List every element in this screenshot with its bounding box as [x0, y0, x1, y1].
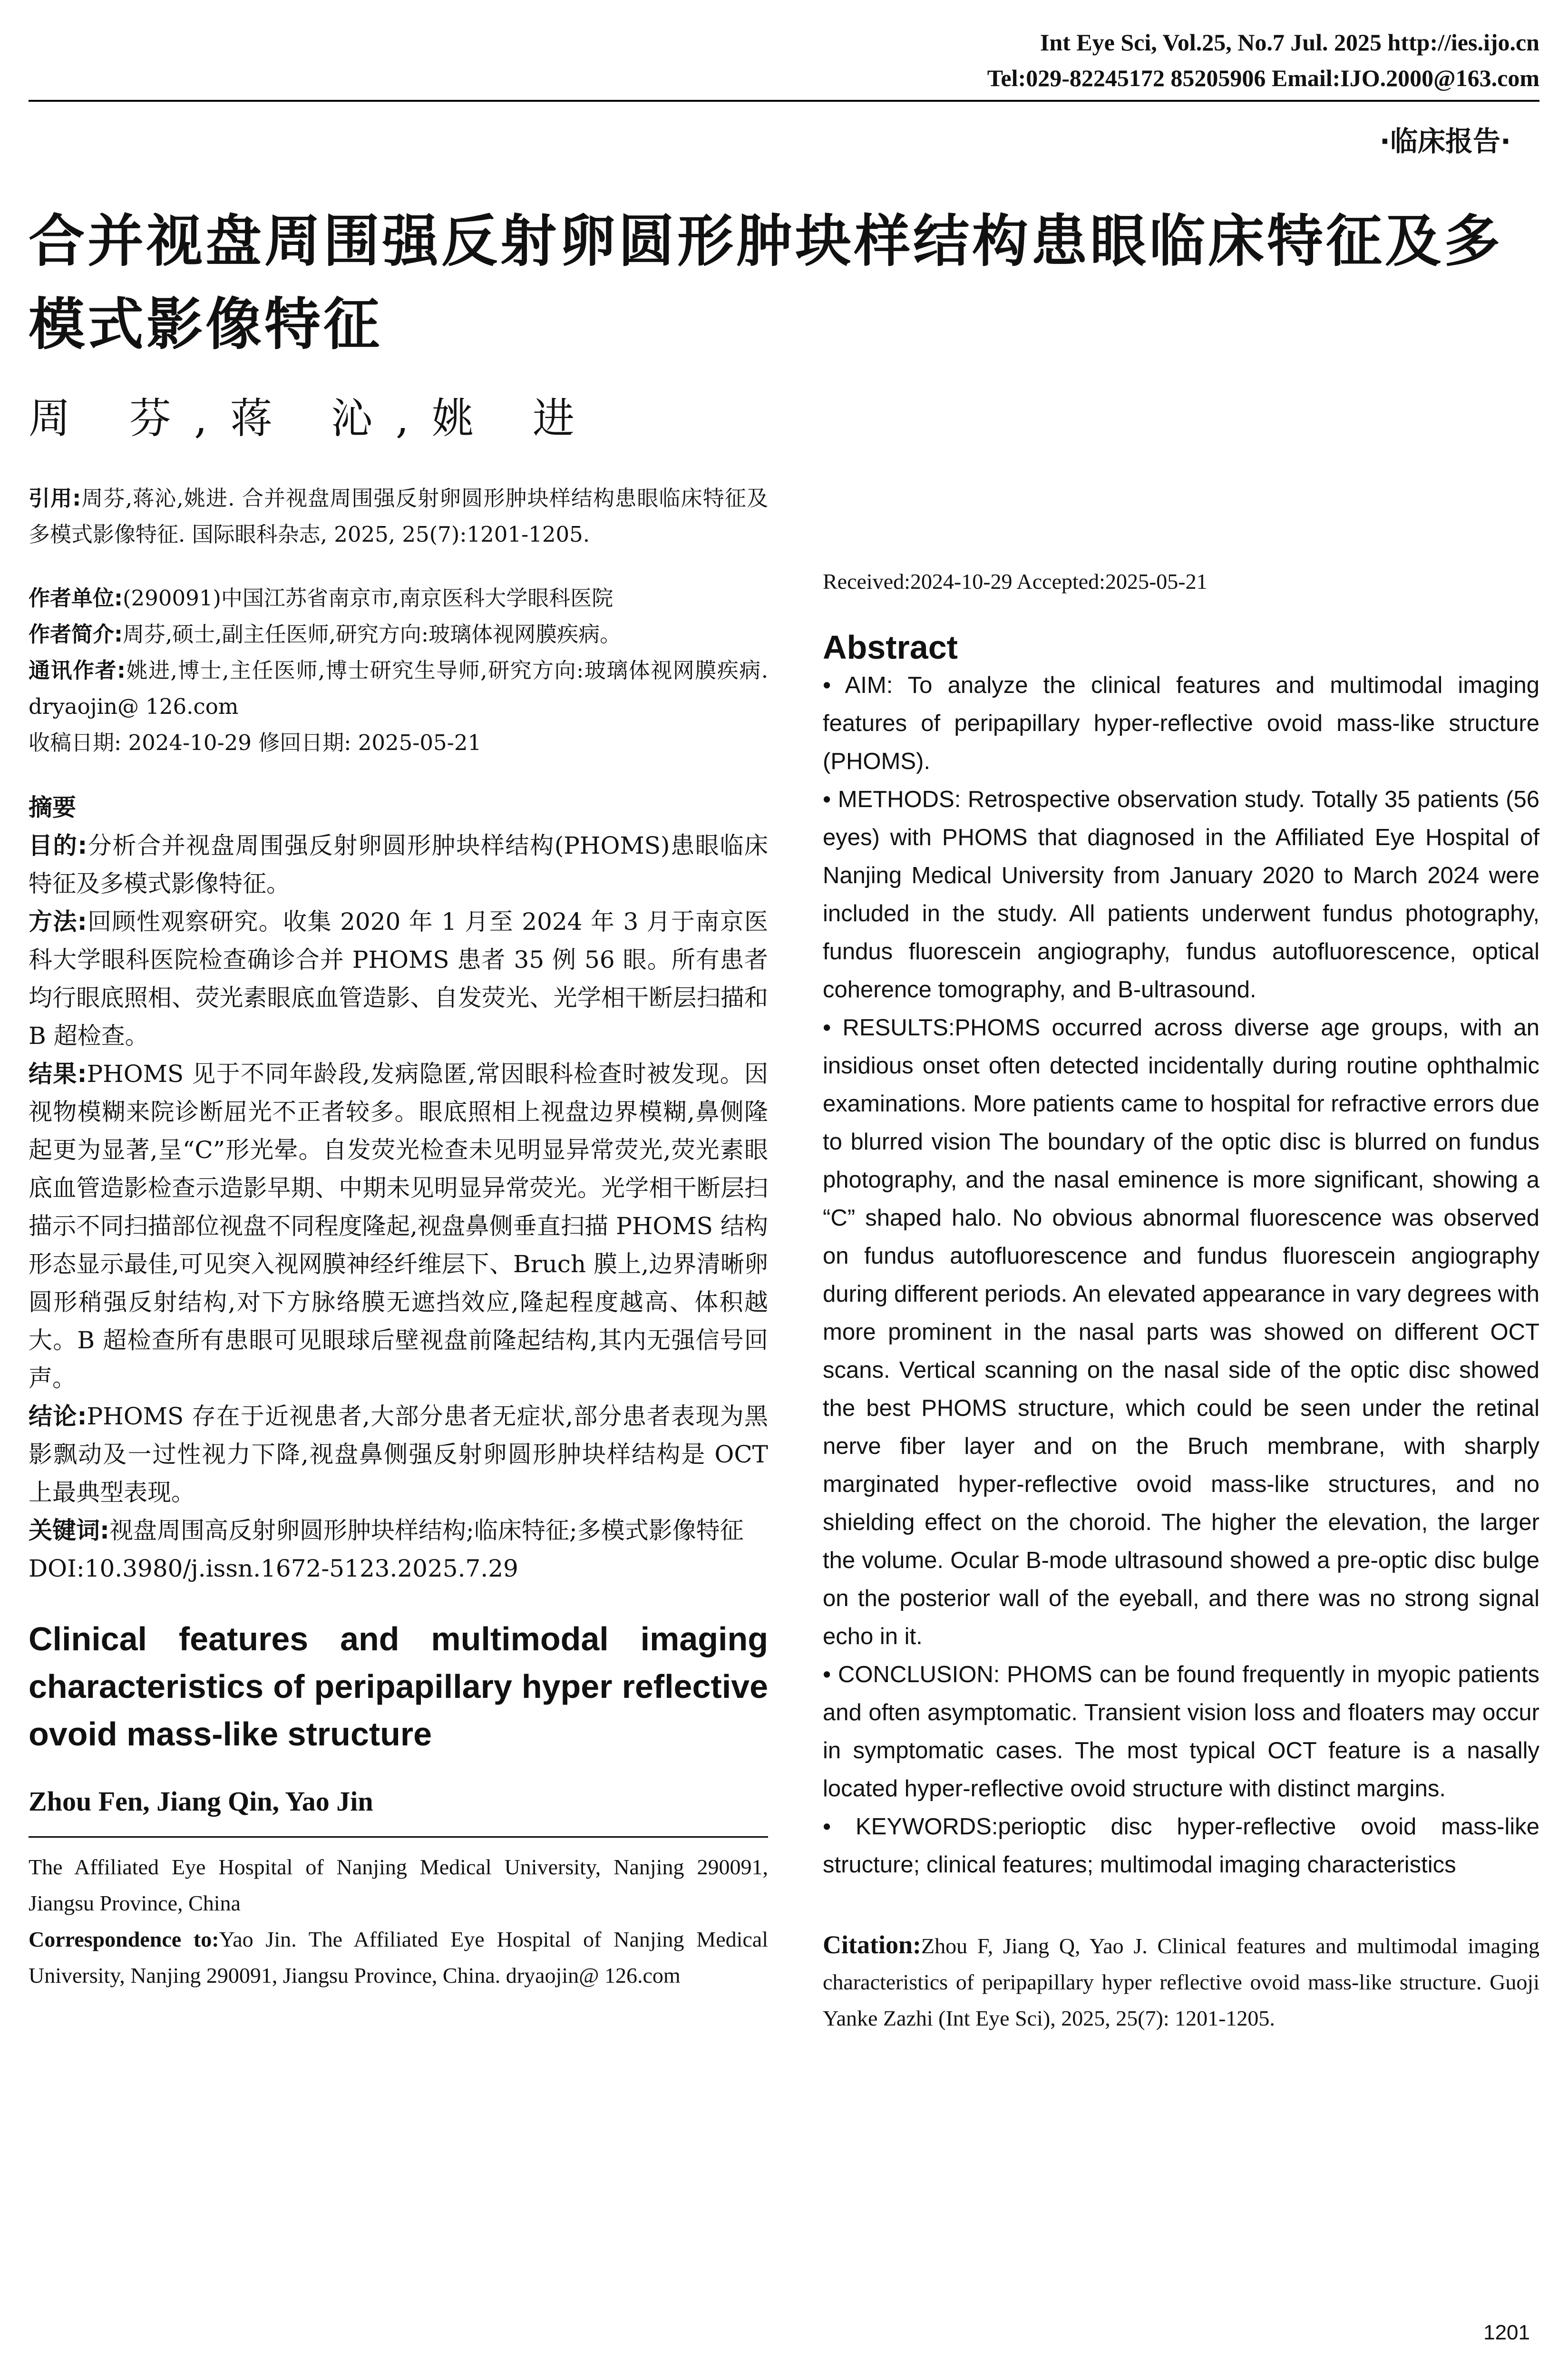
abstract-cn-results [29, 1055, 768, 1397]
aim-en-label: • AIM: [823, 672, 893, 698]
abstract-cn-heading: 摘要 [29, 794, 76, 821]
abstract-en-results [823, 1009, 1539, 1656]
author-unit [29, 580, 768, 616]
author-bio-label: 作者简介: [29, 622, 123, 647]
article-title-cn: 合并视盘周围强反射卵圆形肿块样结构患眼临床特征及多模式影像特征 [29, 208, 1503, 357]
citation-en-label: Citation: [823, 1930, 921, 1959]
doi: DOI:10.3980/j.issn.1672-5123.2025.7.29 [29, 1555, 518, 1582]
conclusion-cn-text: PHOMS 存在于近视患者,大部分患者无症状,部分患者表现为黑影飘动及一过性视力下降,视盘鼻侧强反射卵圆形肿块样结构是 OCT 上最典型表现。 [29, 1403, 769, 1506]
authors-en: Zhou Fen, Jiang Qin, Yao Jin [29, 1786, 373, 1817]
right-column [823, 480, 1539, 2036]
methods-en-text: Retrospective observation study. Totally 35 patients (56 eyes) with PHOMS that diagnosed in the Affiliated Eye Hospital of Nanjing Medical University from January 2020 to March 2024 were included in the study. All patients underwent fundus photography, fundus fluorescein angiography, fundus autofluorescence, optical coherence tomography, and B-ultrasound. [823, 787, 1540, 1003]
correspondence-continuation-space [823, 480, 1539, 564]
abstract-en-heading: Abstract [823, 629, 958, 666]
left-column [29, 480, 768, 1994]
abstract-en-aim [823, 666, 1539, 780]
page-number: 1201 [1483, 2321, 1530, 2344]
authors-cn: 周 芬,蒋 沁,姚 进 [29, 394, 597, 443]
citation-cn-label: 引用: [29, 486, 81, 511]
citation-en [823, 1927, 1539, 2036]
results-en-text: PHOMS occurred across diverse age groups, with an insidious onset often detected incidentally during routine ophthalmic examinations. More patients came to hospital for refractive errors due to blurred vision The boundary of the optic disc is blurred on fundus photography, and the nasal eminence is more significant, showing a “C” shaped halo. No obvious abnormal fluorescence was observed on fundus autofluorescence and fundus fluorescein angiography during different periods. An elevated appearance in vary degrees with more prominent in the nasal parts was showed on different OCT scans. Vertical scanning on the nasal side of the optic disc showed the best PHOMS structure, which could be seen under the retinal nerve fiber layer and on the Bruch membrane, with sharply marginated hyper-reflective ovoid mass-like structures, and no shielding effect on the choroid. The higher the elevation, the larger the volume. Ocular B-mode ultrasound showed a pre-optic disc bulge on the posterior wall of the eyeball, and there was no strong signal echo in it. [823, 1015, 1540, 1649]
conclusion-cn-label: 结论: [29, 1403, 87, 1430]
abstract-cn-aim [29, 827, 768, 903]
journal-contact-line: Tel:029-82245172 85205906 Email:IJO.2000@163.com [987, 65, 1539, 91]
keywords-cn-label: 关键词: [29, 1517, 109, 1544]
author-bio-text: 周芬,硕士,副主任医师,研究方向:玻璃体视网膜疾病。 [123, 622, 622, 647]
methods-en-label: • METHODS: [823, 787, 961, 812]
section-tag: ·临床报告· [1379, 125, 1511, 157]
abstract-cn-methods [29, 903, 768, 1055]
keywords-en-label: • KEYWORDS: [823, 1814, 998, 1840]
abstract-cn-conclusion [29, 1397, 768, 1511]
citation-cn [29, 480, 768, 553]
keywords-cn-text: 视盘周围高反射卵圆形肿块样结构;临床特征;多模式影像特征 [109, 1517, 744, 1544]
abstract-en-methods [823, 780, 1539, 1009]
aim-cn-text: 分析合并视盘周围强反射卵圆形肿块样结构(PHOMS)患眼临床特征及多模式影像特征。 [29, 832, 768, 897]
journal-info-line: Int Eye Sci, Vol.25, No.7 Jul. 2025 http://ies.ijo.cn [1040, 29, 1539, 56]
abstract-cn-keywords [29, 1511, 768, 1549]
correspondence-en [29, 1921, 768, 1994]
author-bio [29, 616, 768, 653]
results-en-label: • RESULTS: [823, 1015, 955, 1041]
header-rule [29, 100, 1539, 102]
correspondence-en-label: Correspondence to: [29, 1927, 219, 1951]
citation-cn-text: 周芬,蒋沁,姚进. 合并视盘周围强反射卵圆形肿块样结构患眼临床特征及多模式影像特征. 国际眼科杂志, 2025, 25(7):1201-1205. [29, 486, 768, 547]
correspondence-en-text: Yao Jin. The Affiliated Eye Hospital of Nanjing Medical University, Nanjing 290091, Jiangsu Province, China. dryaojin@ 126.com [29, 1927, 769, 1987]
citation-en-text: Zhou F, Jiang Q, Yao J. Clinical features and multimodal imaging characteristics of peripapillary hyper reflective ovoid mass-like structure. Guoji Yanke Zazhi (Int Eye Sci), 2025, 25(7): 1201-1205. [823, 1934, 1539, 2030]
abstract-en-keywords [823, 1808, 1539, 1884]
article-title-en: Clinical features and multimodal imaging characteristics of peripapillary hyper reflective ovoid mass-like structure [29, 1620, 768, 1753]
running-header [29, 19, 1539, 109]
corresponding-author-cn [29, 653, 768, 725]
corr-cn-label: 通讯作者: [29, 658, 126, 683]
results-cn-text: PHOMS 见于不同年龄段,发病隐匿,常因眼科检查时被发现。因视物模糊来院诊断屈光不正者较多。眼底照相上视盘边界模糊,鼻侧隆起更为显著,呈“C”形光晕。自发荧光检查未见明显异常荧光,荧光素眼底血管造影检查示造影早期、中期未见明显异常荧光。光学相干断层扫描示不同扫描部位视盘不同程度隆起,视盘鼻侧垂直扫描 PHOMS 结构形态显示最佳,可见突入视网膜神经纤维层下、Bruch 膜上,边界清晰卵圆形稍强反射结构,对下方脉络膜无遮挡效应,隆起程度越高、体积越大。B 超检查所有患眼可见眼球后壁视盘前隆起结构,其内无强信号回声。 [29, 1060, 769, 1392]
received-accepted-dates: Received:2024-10-29 Accepted:2025-05-21 [823, 569, 1208, 594]
abstract-en-conclusion [823, 1656, 1539, 1808]
results-cn-label: 结果: [29, 1060, 87, 1088]
corr-cn-text: 姚进,博士,主任医师,博士研究生导师,研究方向:玻璃体视网膜疾病. dryaojin@ 126.com [29, 658, 769, 719]
aim-en-text: To analyze the clinical features and multimodal imaging features of peripapillary hyper-reflective ovoid mass-like structure (PHOMS). [823, 672, 1539, 774]
conclusion-en-text: PHOMS can be found frequently in myopic patients and often asymptomatic. Transient vision loss and floaters may occur in symptomatic cases. The most typical OCT feature is a nasally located hyper-reflective ovoid structure with distinct margins. [823, 1662, 1539, 1802]
affiliation-en: The Affiliated Eye Hospital of Nanjing Medical University, Nanjing 290091, Jiangsu Province, China [29, 1855, 768, 1915]
conclusion-en-label: • CONCLUSION: [823, 1662, 1000, 1687]
keywords-en-text: perioptic disc hyper-reflective ovoid mass-like structure; clinical features; multimodal imaging characteristics [823, 1814, 1539, 1878]
author-unit-text: (290091)中国江苏省南京市,南京医科大学眼科医院 [123, 585, 614, 611]
methods-cn-text: 回顾性观察研究。收集 2020 年 1 月至 2024 年 3 月于南京医科大学眼科医院检查确诊合并 PHOMS 患者 35 例 56 眼。所有患者均行眼底照相、荧光素眼底血管造影、自发荧光、光学相干断层扫描和 B 超检查。 [29, 908, 769, 1050]
author-unit-label: 作者单位: [29, 585, 123, 611]
aim-cn-label: 目的: [29, 832, 88, 859]
dates-cn: 收稿日期: 2024-10-29 修回日期: 2025-05-21 [29, 730, 482, 755]
methods-cn-label: 方法: [29, 908, 87, 935]
